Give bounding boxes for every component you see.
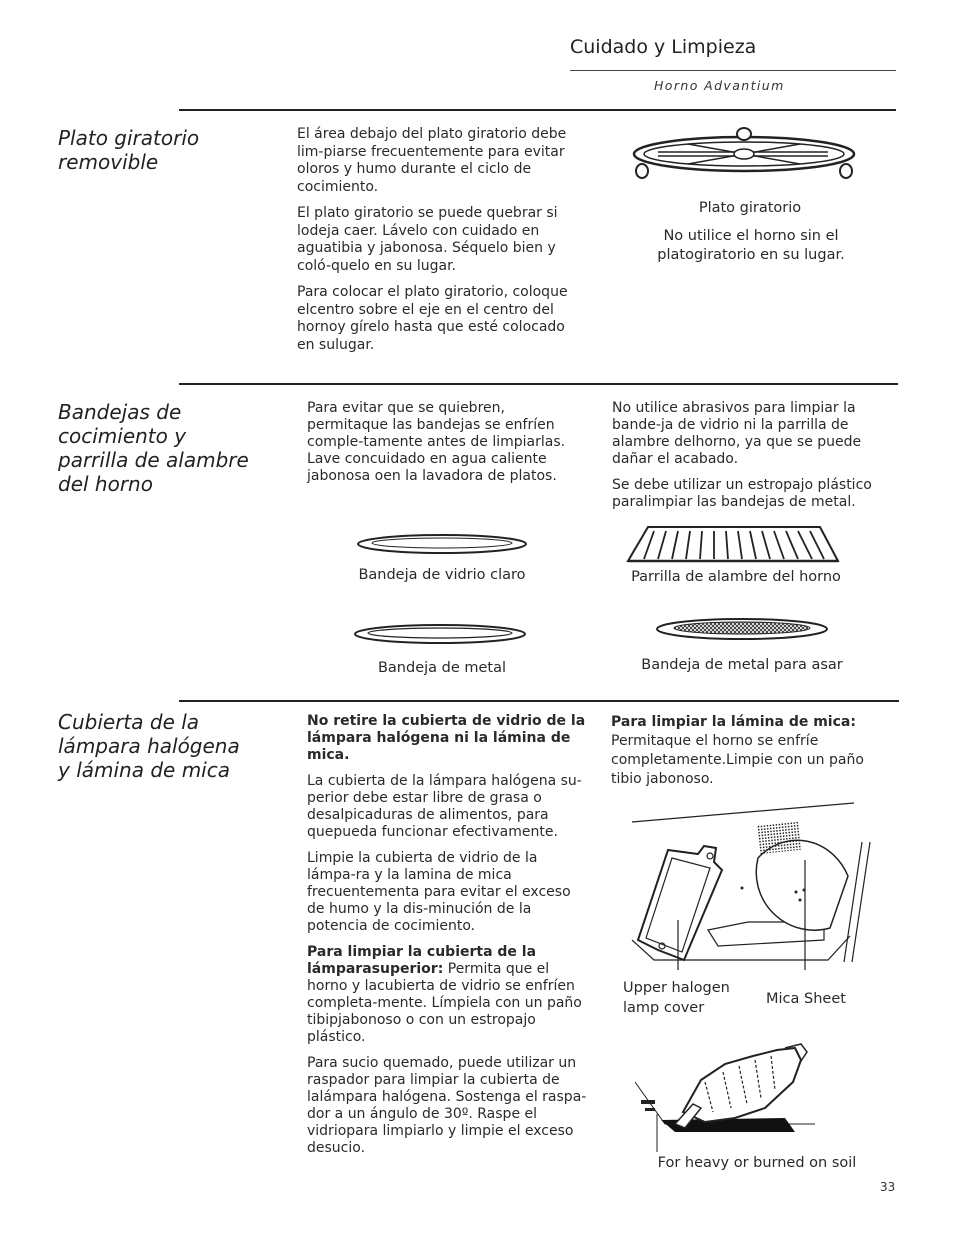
page-subtitle: Horno Advantium (654, 78, 785, 93)
broil-pan-illustration (655, 616, 830, 642)
paragraph (611, 713, 891, 789)
title-line: Plato giratorio (58, 126, 200, 150)
section-title-turntable (58, 126, 199, 174)
paragraph: Para evitar que se quiebren, permitaque las bandejas se enfríen comple-tamente antes de limpiarlas. Lave concuidado en agua caliente jabonosa oen la lavadora de platos. (307, 400, 566, 484)
warning-paragraph: No retire la cubierta de vidrio de la lámpara halógena ni la lámina de mica. (307, 713, 586, 763)
title-line: parrilla de alambre (58, 448, 249, 472)
title-line: del horno (58, 472, 153, 496)
bold-lead: Para limpiar la cubierta de la lámparasuperior: (307, 944, 537, 977)
section-divider-2 (179, 383, 898, 385)
title-line: Cubierta de la (58, 710, 200, 734)
turntable-caption: Plato giratorio (698, 200, 802, 216)
turntable-note: No utilice el horno sin el platogiratorio en su lugar. (657, 228, 845, 263)
title-line: cocimiento y (58, 424, 187, 448)
section-divider-3 (179, 700, 899, 702)
paragraph-rest: Permita que el horno y lacubierta de vidrio se enfríen completa-mente. Límpiela con un paño tibipjabonoso o con un estropajo plástico. (307, 961, 582, 1045)
paragraph: El área debajo del plato giratorio debe lim-piarse frecuentemente para evitar oloros y humo durante el ciclo de cocimiento. (297, 126, 567, 195)
scraping-caption: For heavy or burned on soil (657, 1155, 857, 1171)
paragraph: La cubierta de la lámpara halógena su-perior debe estar libre de grasa o desalpicaduras de alimentos, para quepueda funcionar efectivamente. (307, 773, 582, 840)
paragraph: Se debe utilizar un estropajo plástico paralimpiar las bandejas de metal. (612, 477, 872, 510)
glass-tray-caption: Bandeja de vidrio claro (358, 567, 526, 583)
page-title: Cuidado y Limpieza (570, 36, 757, 58)
mica-text (611, 713, 891, 798)
paragraph: No utilice abrasivos para limpiar la bande-ja de vidrio ni la parrilla de alambre delhorno, ya que se puede dañar el acabado. (612, 400, 862, 467)
page-number: 33 (880, 1180, 896, 1194)
lamp-text (307, 713, 587, 1166)
title-line: Bandejas de (58, 400, 182, 424)
bold-lead: Para limpiar la lámina de mica: (611, 714, 856, 730)
turntable-illustration (628, 124, 860, 184)
wire-rack-caption: Parrilla de alambre del horno (631, 569, 841, 585)
label-line: Upper halogen (623, 980, 730, 996)
section-divider-1 (179, 109, 896, 111)
paragraph: El plato giratorio se puede quebrar si lodeja caer. Lávelo con cuidado en aguatibia y jabonosa. Séquelo bien y coló-quelo en su lugar. (297, 205, 558, 274)
title-line: removible (58, 150, 159, 174)
paragraph: Para sucio quemado, puede utilizar un raspador para limpiar la cubierta de lalámpara halógena. Sostenga el raspa-dor a un ángulo de 30º. Raspe el vidriopara limpiarlo y limpie el exceso desucio. (307, 1055, 587, 1156)
section-title-lamp (58, 710, 240, 782)
scraping-illustration (635, 1042, 815, 1152)
label-line: lamp cover (623, 1000, 705, 1016)
header-rule (570, 70, 896, 71)
wire-rack-illustration (624, 523, 842, 565)
mica-sheet-label: Mica Sheet (766, 991, 846, 1007)
oven-interior-illustration (618, 800, 878, 970)
broil-pan-caption: Bandeja de metal para asar (641, 657, 843, 673)
section-title-trays (58, 400, 249, 496)
metal-tray-caption: Bandeja de metal (377, 660, 507, 676)
paragraph: Limpie la cubierta de vidrio de la lámpa-ra y la lamina de mica frecuentementa para evitar el exceso de humo y la dis-minución de la potencia de cocimiento. (307, 850, 571, 934)
lamp-cover-label (623, 978, 743, 1018)
trays-text-col2 (612, 400, 887, 520)
trays-text-col1 (307, 400, 582, 494)
paragraph (307, 944, 587, 1046)
paragraph-rest: Permitaque el horno se enfríe completamente.Limpie con un paño tibio jabonoso. (611, 733, 864, 787)
turntable-text (297, 126, 582, 363)
glass-tray-illustration (355, 532, 529, 556)
title-line: y lámina de mica (58, 758, 230, 782)
title-line: lámpara halógena (58, 734, 240, 758)
metal-tray-illustration (353, 622, 528, 646)
paragraph: Para colocar el plato giratorio, coloque elcentro sobre el eje en el centro del hornoy gírelo hasta que esté colocado en sulugar. (297, 284, 568, 353)
